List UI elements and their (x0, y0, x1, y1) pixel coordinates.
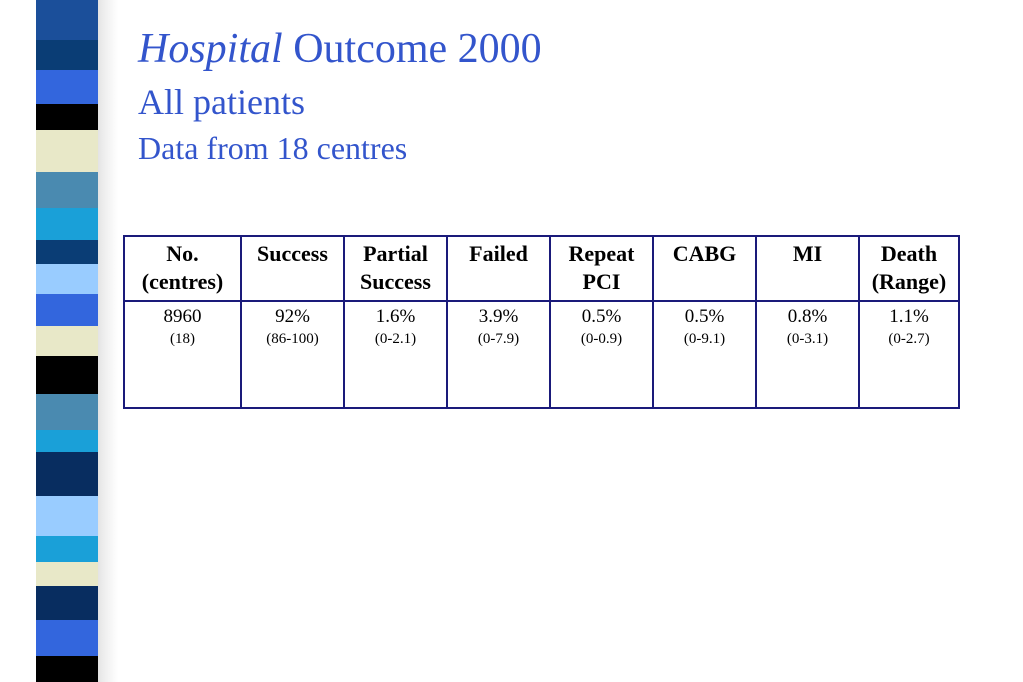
header-line: Success (360, 269, 431, 294)
title-block (138, 24, 542, 168)
stripe-segment (36, 586, 98, 620)
cell-range: (0-9.1) (683, 331, 726, 347)
header-line: (centres) (141, 269, 224, 294)
header-line: (Range) (871, 269, 947, 294)
cell-no-centres (124, 301, 241, 408)
stripe-segment (36, 172, 98, 208)
header-success (241, 236, 344, 301)
cell-cabg (653, 301, 756, 408)
title-italic-word: Hospital (138, 26, 283, 72)
cell-range: (0-3.1) (786, 331, 829, 347)
cell-mi (756, 301, 859, 408)
cell-failed (447, 301, 550, 408)
cell-value: 92% (275, 306, 310, 327)
cell-value: 1.6% (375, 306, 416, 327)
slide-subtitle: All patients (138, 82, 305, 122)
header-partial-success (344, 236, 447, 301)
stripe-segment (36, 40, 98, 70)
stripe-segment (36, 130, 98, 172)
header-line: Failed (469, 241, 528, 266)
table-header-row (124, 236, 959, 301)
stripe-segment (36, 430, 98, 452)
decorative-stripe-bar (0, 0, 120, 682)
stripe-segment (36, 356, 98, 394)
header-line: Repeat (568, 241, 635, 266)
stripe-segment (36, 656, 98, 682)
header-death-range (859, 236, 959, 301)
table-row (124, 301, 959, 408)
cell-value: 0.8% (787, 306, 828, 327)
header-line: PCI (582, 269, 621, 294)
stripe-segment (36, 70, 98, 104)
header-line: Success (257, 241, 328, 266)
stripe-segment (36, 562, 98, 586)
cell-range: (86-100) (266, 331, 319, 347)
outcome-table (123, 235, 960, 409)
stripe-segment (36, 208, 98, 240)
cell-value: 3.9% (478, 306, 519, 327)
stripe-segment (36, 104, 98, 130)
header-line: No. (166, 241, 199, 266)
header-line: Partial (363, 241, 428, 266)
header-mi (756, 236, 859, 301)
header-failed (447, 236, 550, 301)
cell-range: (0-2.7) (888, 331, 930, 347)
header-line: CABG (672, 241, 737, 266)
cell-range: (0-0.9) (580, 331, 623, 347)
cell-success (241, 301, 344, 408)
cell-range: (0-2.1) (374, 331, 417, 347)
stripe-segment (36, 620, 98, 656)
slide-subsubtitle: Data from 18 centres (138, 130, 408, 166)
stripe-segment (36, 536, 98, 562)
slide-title (138, 24, 542, 74)
cell-partial-success (344, 301, 447, 408)
cell-value: 0.5% (581, 306, 622, 327)
stripe-segment (36, 264, 98, 294)
stripe-segment (36, 326, 98, 356)
cell-range: (0-7.9) (477, 331, 520, 347)
stripe-segment (36, 240, 98, 264)
stripe-segment (36, 394, 98, 430)
cell-value: 1.1% (889, 306, 929, 327)
stripe-segment (36, 0, 98, 40)
cell-value: 0.5% (684, 306, 725, 327)
header-line: MI (792, 241, 823, 266)
cell-value: 8960 (163, 306, 202, 327)
header-cabg (653, 236, 756, 301)
stripe-segment (36, 294, 98, 326)
title-rest: Outcome 2000 (282, 26, 542, 72)
header-repeat-pci (550, 236, 653, 301)
stripe-segment (36, 452, 98, 496)
stripe-segment (36, 496, 98, 536)
cell-range: (18) (170, 331, 195, 347)
cell-death (859, 301, 959, 408)
header-line: Death (880, 241, 938, 266)
header-no-centres (124, 236, 241, 301)
cell-repeat-pci (550, 301, 653, 408)
